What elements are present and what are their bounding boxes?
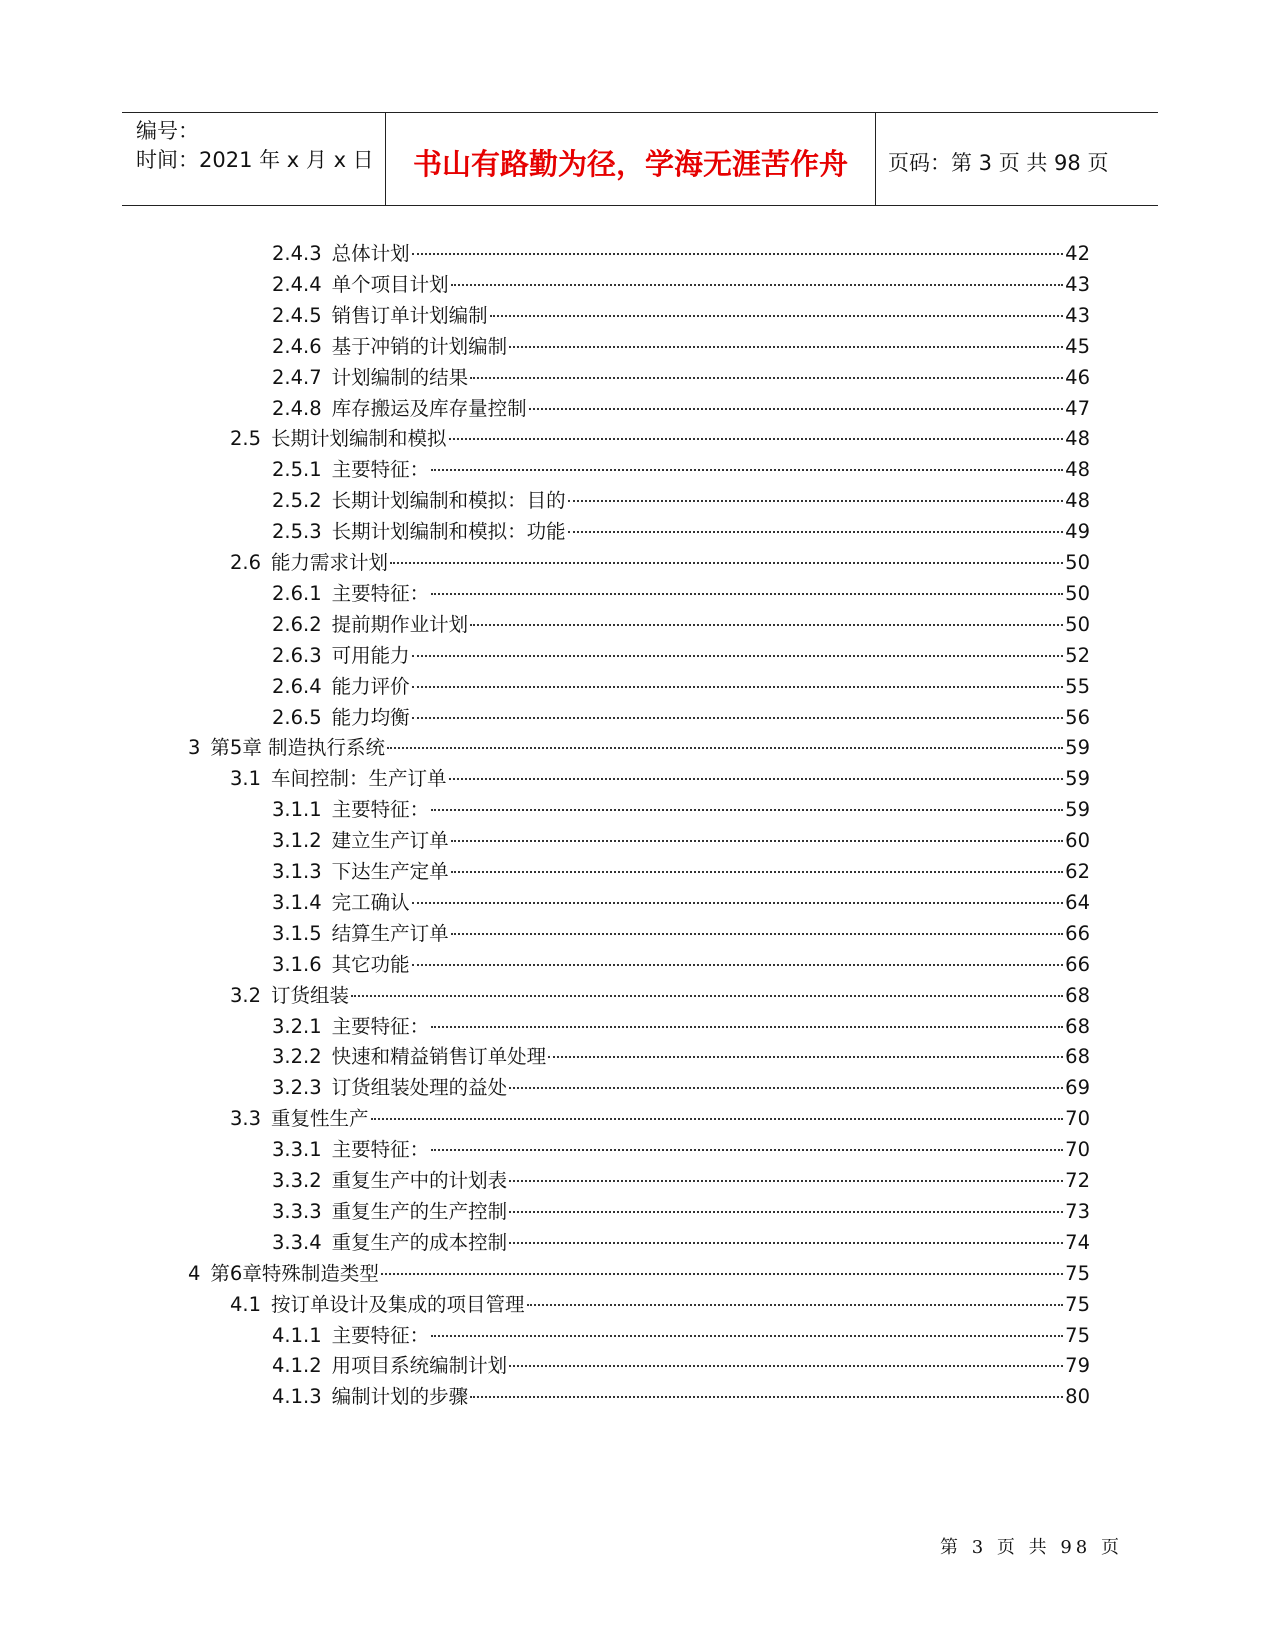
toc-dot-leader bbox=[470, 377, 1063, 379]
toc-entry-number: 2.4.8 bbox=[272, 396, 322, 420]
toc-dot-leader bbox=[390, 562, 1063, 564]
toc-entry-number: 3.1.3 bbox=[272, 860, 322, 883]
toc-entry-page: 43 bbox=[1065, 272, 1090, 296]
toc-entry-page: 72 bbox=[1065, 1169, 1090, 1192]
toc-entry-page: 59 bbox=[1065, 767, 1090, 791]
toc-entry-title: 第5章 制造执行系统 bbox=[210, 736, 386, 760]
toc-entry-number: 4 bbox=[188, 1261, 201, 1285]
toc-entry-page: 64 bbox=[1065, 890, 1090, 914]
toc-entry-page: 62 bbox=[1065, 860, 1090, 883]
toc-entry-page: 46 bbox=[1065, 365, 1090, 389]
toc-entry-page: 80 bbox=[1065, 1385, 1090, 1409]
toc-dot-leader bbox=[451, 284, 1064, 286]
toc-entry-page: 60 bbox=[1065, 829, 1090, 853]
toc-entry-page: 68 bbox=[1065, 983, 1090, 1007]
toc-entry-number: 3.1.4 bbox=[272, 890, 322, 914]
toc-entry-page: 47 bbox=[1065, 396, 1090, 420]
toc-entry-title: 车间控制：生产订单 bbox=[271, 767, 447, 791]
toc-entry-page: 66 bbox=[1065, 921, 1090, 945]
toc-entry-title: 长期计划编制和模拟：功能 bbox=[331, 520, 566, 544]
toc-dot-leader bbox=[509, 1180, 1063, 1182]
toc-entry-title: 基于冲销的计划编制 bbox=[331, 334, 508, 358]
toc-entry[interactable] bbox=[272, 238, 1090, 271]
toc-entry-number: 3.2.1 bbox=[272, 1014, 322, 1038]
toc-entry-title: 主要特征： bbox=[331, 1014, 430, 1038]
toc-dot-leader bbox=[470, 624, 1063, 626]
toc-entry-title: 订货组装处理的益处 bbox=[331, 1076, 508, 1100]
toc-dot-leader bbox=[412, 717, 1064, 719]
toc-entry-number: 3.1.1 bbox=[272, 798, 322, 822]
toc-entry[interactable] bbox=[272, 269, 1090, 302]
toc-entry-page: 48 bbox=[1065, 489, 1090, 513]
toc-entry[interactable] bbox=[272, 485, 1090, 518]
toc-dot-leader bbox=[451, 871, 1064, 873]
toc-entry-title: 提前期作业计划 bbox=[331, 612, 469, 636]
toc-entry[interactable] bbox=[188, 732, 1090, 765]
toc-entry[interactable] bbox=[230, 1103, 1090, 1136]
toc-entry[interactable] bbox=[230, 1289, 1090, 1322]
page-header bbox=[122, 112, 1158, 206]
toc-entry-title: 主要特征： bbox=[331, 458, 430, 482]
toc-entry-number: 2.6.3 bbox=[272, 643, 322, 667]
toc-entry-page: 70 bbox=[1065, 1107, 1090, 1131]
toc-dot-leader bbox=[509, 1365, 1063, 1367]
toc-entry[interactable] bbox=[272, 1227, 1090, 1260]
toc-entry-title: 下达生产定单 bbox=[331, 860, 449, 883]
toc-dot-leader bbox=[451, 933, 1064, 935]
toc-entry-title: 长期计划编制和模拟 bbox=[271, 427, 447, 451]
toc-entry[interactable] bbox=[272, 702, 1090, 735]
toc-entry-title: 编制计划的步骤 bbox=[331, 1385, 469, 1409]
toc-dot-leader bbox=[449, 778, 1064, 780]
document-number-label: 编号： bbox=[136, 119, 199, 143]
toc-entry-title: 重复生产的成本控制 bbox=[331, 1230, 508, 1254]
header-page-label: 页码：第 3 页 共 98 页 bbox=[888, 151, 1109, 175]
toc-entry-number: 3.1.2 bbox=[272, 829, 322, 853]
toc-dot-leader bbox=[412, 253, 1064, 255]
toc-entry[interactable] bbox=[230, 980, 1090, 1013]
toc-entry[interactable] bbox=[272, 640, 1090, 673]
toc-entry-page: 68 bbox=[1065, 1045, 1090, 1069]
toc-entry-title: 销售订单计划编制 bbox=[331, 303, 488, 327]
toc-dot-leader bbox=[431, 809, 1063, 811]
toc-entry[interactable] bbox=[230, 423, 1090, 456]
toc-entry-page: 50 bbox=[1065, 551, 1090, 574]
toc-entry-page: 50 bbox=[1065, 612, 1090, 636]
toc-entry-title: 重复性生产 bbox=[271, 1107, 369, 1131]
toc-entry[interactable] bbox=[230, 547, 1090, 580]
toc-entry-number: 2.6.5 bbox=[272, 705, 322, 729]
toc-entry-page: 74 bbox=[1065, 1230, 1090, 1254]
toc-entry-number: 2.5.3 bbox=[272, 520, 322, 544]
toc-entry[interactable] bbox=[272, 825, 1090, 858]
toc-entry-number: 2.4.7 bbox=[272, 365, 322, 389]
toc-entry-page: 70 bbox=[1065, 1138, 1090, 1162]
toc-entry-title: 总体计划 bbox=[331, 242, 410, 265]
toc-entry-title: 建立生产订单 bbox=[331, 829, 449, 853]
toc-entry-number: 2.6.2 bbox=[272, 612, 322, 636]
toc-entry-number: 2.4.6 bbox=[272, 334, 322, 358]
toc-entry-page: 73 bbox=[1065, 1199, 1090, 1223]
toc-entry-page: 75 bbox=[1065, 1292, 1090, 1316]
toc-entry[interactable] bbox=[272, 1134, 1090, 1167]
toc-dot-leader bbox=[431, 1026, 1063, 1028]
toc-entry-title: 长期计划编制和模拟：目的 bbox=[331, 489, 566, 513]
toc-entry-page: 59 bbox=[1065, 798, 1090, 822]
toc-dot-leader bbox=[509, 1242, 1063, 1244]
toc-entry-number: 4.1.1 bbox=[272, 1323, 322, 1347]
toc-entry-title: 其它功能 bbox=[331, 952, 410, 976]
toc-entry-title: 能力需求计划 bbox=[271, 551, 389, 574]
toc-dot-leader bbox=[412, 686, 1064, 688]
page-footer: 第 3 页 共 98 页 bbox=[940, 1537, 1123, 1558]
toc-dot-leader bbox=[351, 995, 1063, 997]
toc-dot-leader bbox=[527, 1304, 1064, 1306]
toc-entry-page: 66 bbox=[1065, 952, 1090, 976]
toc-dot-leader bbox=[490, 315, 1064, 317]
toc-entry-number: 3.2 bbox=[230, 983, 262, 1007]
toc-entry-title: 计划编制的结果 bbox=[331, 365, 469, 389]
toc-entry-number: 3.3 bbox=[230, 1107, 262, 1131]
toc-dot-leader bbox=[412, 902, 1064, 904]
toc-entry-number: 2.5.2 bbox=[272, 489, 322, 513]
toc-entry-number: 3.3.3 bbox=[272, 1199, 322, 1223]
toc-entry-page: 75 bbox=[1065, 1261, 1090, 1285]
toc-entry[interactable] bbox=[272, 1320, 1090, 1353]
toc-entry-number: 3.2.3 bbox=[272, 1076, 322, 1100]
toc-dot-leader bbox=[451, 840, 1064, 842]
toc-entry-number: 3.1.6 bbox=[272, 952, 322, 976]
toc-entry-page: 75 bbox=[1065, 1323, 1090, 1347]
toc-entry-number: 3 bbox=[188, 736, 201, 760]
toc-entry-title: 第6章特殊制造类型 bbox=[210, 1261, 379, 1285]
toc-entry-number: 2.6.4 bbox=[272, 674, 322, 698]
toc-entry-page: 42 bbox=[1065, 242, 1090, 265]
toc-dot-leader bbox=[387, 747, 1063, 749]
toc-dot-leader bbox=[509, 1087, 1063, 1089]
toc-entry-number: 3.3.4 bbox=[272, 1230, 322, 1254]
toc-entry-title: 快速和精益销售订单处理 bbox=[331, 1045, 547, 1069]
toc-entry[interactable] bbox=[272, 1381, 1090, 1414]
toc-entry-number: 4.1.2 bbox=[272, 1354, 322, 1378]
toc-entry[interactable] bbox=[188, 1258, 1090, 1291]
toc-entry[interactable] bbox=[272, 918, 1090, 951]
toc-dot-leader bbox=[509, 1211, 1063, 1213]
toc-entry-number: 2.6.1 bbox=[272, 581, 322, 605]
toc-dot-leader bbox=[431, 1335, 1063, 1337]
toc-entry-page: 68 bbox=[1065, 1014, 1090, 1038]
toc-entry[interactable] bbox=[272, 516, 1090, 549]
toc-entry-number: 3.2.2 bbox=[272, 1045, 322, 1069]
toc-entry-number: 2.6 bbox=[230, 551, 262, 574]
toc-entry[interactable] bbox=[272, 1072, 1090, 1105]
toc-entry-number: 3.1 bbox=[230, 767, 262, 791]
toc-entry[interactable] bbox=[272, 393, 1090, 426]
toc-entry-number: 2.5 bbox=[230, 427, 262, 451]
toc-dot-leader bbox=[371, 1118, 1064, 1120]
toc-entry[interactable] bbox=[272, 1041, 1090, 1074]
toc-dot-leader bbox=[412, 655, 1064, 657]
toc-entry-title: 库存搬运及库存量控制 bbox=[331, 396, 527, 420]
toc-dot-leader bbox=[509, 346, 1063, 348]
toc-entry-title: 用项目系统编制计划 bbox=[331, 1354, 508, 1378]
toc-dot-leader bbox=[529, 408, 1064, 410]
toc-entry-title: 主要特征： bbox=[331, 1138, 430, 1162]
toc-entry-number: 2.4.3 bbox=[272, 242, 322, 265]
toc-entry-page: 45 bbox=[1065, 334, 1090, 358]
toc-dot-leader bbox=[568, 531, 1064, 533]
toc-entry-number: 2.4.4 bbox=[272, 272, 322, 296]
toc-entry[interactable] bbox=[230, 763, 1090, 796]
toc-entry-page: 48 bbox=[1065, 427, 1090, 451]
toc-entry[interactable] bbox=[272, 1350, 1090, 1383]
toc-entry[interactable] bbox=[272, 949, 1090, 982]
header-motto: 书山有路勤为径，学海无涯苦作舟 bbox=[386, 113, 876, 205]
toc-dot-leader bbox=[412, 964, 1064, 966]
toc-entry-title: 主要特征： bbox=[331, 581, 430, 605]
toc-entry-number: 2.5.1 bbox=[272, 458, 322, 482]
toc-entry-number: 3.3.1 bbox=[272, 1138, 322, 1162]
document-time-label: 时间：2021 年 x 月 x 日 bbox=[136, 148, 374, 172]
toc-entry[interactable] bbox=[272, 1165, 1090, 1198]
toc-entry-title: 重复生产中的计划表 bbox=[331, 1169, 508, 1192]
toc-entry[interactable] bbox=[272, 794, 1090, 827]
toc-entry-page: 55 bbox=[1065, 674, 1090, 698]
toc-dot-leader bbox=[470, 1396, 1063, 1398]
toc-entry-number: 4.1.3 bbox=[272, 1385, 322, 1409]
toc-dot-leader bbox=[568, 500, 1064, 502]
toc-entry-title: 单个项目计划 bbox=[331, 272, 449, 296]
toc-entry-number: 3.3.2 bbox=[272, 1169, 322, 1192]
toc-entry-title: 完工确认 bbox=[331, 890, 410, 914]
toc-entry[interactable] bbox=[272, 609, 1090, 642]
toc-entry-title: 可用能力 bbox=[331, 643, 410, 667]
toc-entry-page: 59 bbox=[1065, 736, 1090, 760]
toc-entry-page: 52 bbox=[1065, 643, 1090, 667]
toc-entry-title: 结算生产订单 bbox=[331, 921, 449, 945]
toc-entry-title: 主要特征： bbox=[331, 1323, 430, 1347]
toc-entry-page: 69 bbox=[1065, 1076, 1090, 1100]
toc-entry[interactable] bbox=[272, 1196, 1090, 1229]
toc-entry[interactable] bbox=[272, 362, 1090, 395]
toc-entry-page: 49 bbox=[1065, 520, 1090, 544]
toc-entry-number: 4.1 bbox=[230, 1292, 262, 1316]
toc-dot-leader bbox=[431, 593, 1063, 595]
toc-entry[interactable] bbox=[272, 671, 1090, 704]
toc-entry-page: 56 bbox=[1065, 705, 1090, 729]
toc-entry-page: 43 bbox=[1065, 303, 1090, 327]
toc-entry[interactable] bbox=[272, 856, 1090, 889]
header-meta bbox=[122, 113, 386, 205]
toc-dot-leader bbox=[381, 1273, 1063, 1275]
toc-entry[interactable] bbox=[272, 887, 1090, 920]
toc-entry-number: 2.4.5 bbox=[272, 303, 322, 327]
toc-entry-title: 主要特征： bbox=[331, 798, 430, 822]
toc-entry[interactable] bbox=[272, 454, 1090, 487]
toc-entry-number: 3.1.5 bbox=[272, 921, 322, 945]
toc-entry-title: 重复生产的生产控制 bbox=[331, 1199, 508, 1223]
toc-entry-page: 79 bbox=[1065, 1354, 1090, 1378]
toc-dot-leader bbox=[548, 1056, 1063, 1058]
toc-dot-leader bbox=[449, 438, 1064, 440]
toc-entry-page: 48 bbox=[1065, 458, 1090, 482]
toc-dot-leader bbox=[431, 1149, 1063, 1151]
toc-entry[interactable] bbox=[272, 331, 1090, 364]
toc-entry-page: 50 bbox=[1065, 581, 1090, 605]
toc-dot-leader bbox=[431, 469, 1063, 471]
toc-entry[interactable] bbox=[272, 300, 1090, 333]
toc-entry-title: 能力评价 bbox=[331, 674, 410, 698]
toc-entry[interactable] bbox=[272, 1011, 1090, 1044]
toc-entry-title: 订货组装 bbox=[271, 983, 350, 1007]
toc-entry-title: 按订单设计及集成的项目管理 bbox=[271, 1292, 525, 1316]
toc-entry[interactable] bbox=[272, 578, 1090, 611]
toc-entry-title: 能力均衡 bbox=[331, 705, 410, 729]
